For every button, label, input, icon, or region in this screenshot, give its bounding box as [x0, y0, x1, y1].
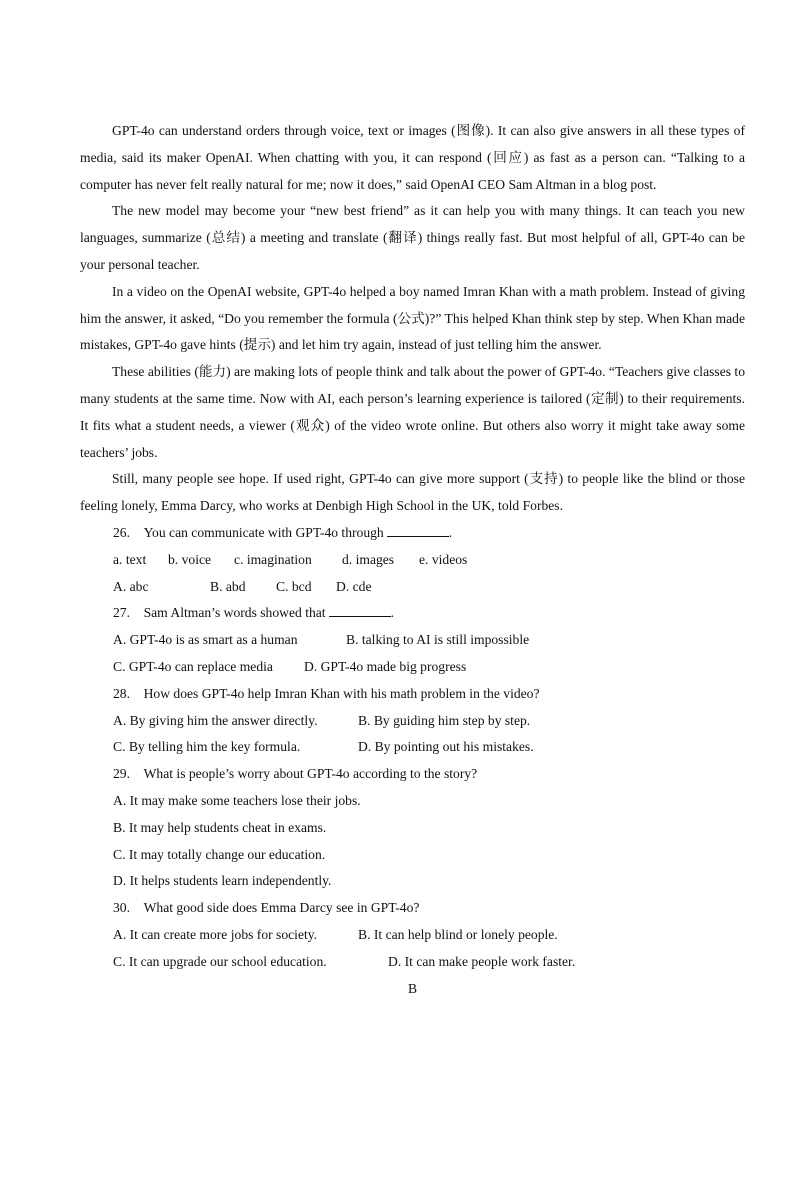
- question-29-option-c: C. It may totally change our education.: [113, 846, 326, 862]
- question-29-option-d: D. It helps students learn independently.: [113, 873, 332, 889]
- passage-paragraph-3: In a video on the OpenAI website, GPT-4o helped a boy named Imran Khan with a math problem. Instead of giving him the answer, it asked, “Do you remember the formula (公式)?” This helped Khan think step by step. When Khan made mistakes, GPT-4o gave hints (提示) and let him try again, instead of just telling him the answer.: [80, 283, 745, 353]
- option-b: B. It can help blind or lonely people.: [358, 926, 558, 942]
- option-b: B. By guiding him step by step.: [358, 712, 531, 728]
- question-28-options-row-1: [80, 708, 745, 735]
- question-30-options-row-1: [80, 922, 745, 949]
- option-c: C. It can upgrade our school education.: [113, 953, 327, 969]
- option-d: D. By pointing out his mistakes.: [358, 739, 534, 755]
- passage-paragraph-5: Still, many people see hope. If used right, GPT-4o can give more support (支持) to people like the blind or those feeling lonely, Emma Darcy, who works at Denbigh High School in the UK, told Forbes.: [80, 471, 745, 514]
- question-29-option-a: A. It may make some teachers lose their jobs.: [113, 792, 361, 808]
- section-letter: B: [407, 980, 418, 996]
- item-c: c. imagination: [234, 551, 312, 567]
- exam-page: [80, 118, 745, 1002]
- question-27-options-row-1: [80, 627, 745, 654]
- option-c: C. By telling him the key formula.: [113, 739, 301, 755]
- question-30-options-row-2: [80, 949, 745, 976]
- passage-paragraph-2: The new model may become your “new best friend” as it can help you with many things. It can teach you new languages, summarize (总结) a meeting and translate (翻译) things really fast. But most helpful of all, GPT-4o can be your personal teacher.: [80, 203, 745, 272]
- item-a: a. text: [113, 551, 147, 567]
- question-29: 29. What is people’s worry about GPT-4o according to the story?: [113, 766, 478, 782]
- option-d: D. It can make people work faster.: [388, 953, 576, 969]
- option-a: A. It can create more jobs for society.: [113, 926, 318, 942]
- question-30: 30. What good side does Emma Darcy see in GPT-4o?: [113, 900, 420, 916]
- question-27: 27. Sam Altman’s words showed that .: [80, 600, 745, 627]
- answer-blank: [329, 602, 391, 617]
- question-27-stem: 27. Sam Altman’s words showed that: [113, 605, 326, 621]
- option-a: A. GPT-4o is as smart as a human: [113, 632, 298, 648]
- option-c: C. GPT-4o can replace media: [113, 658, 273, 674]
- passage-paragraph-4: These abilities (能力) are making lots of people think and talk about the power of GPT-4o. “Teachers give classes to many students at the same time. Now with AI, each person’s learning experience is tailored (定制) to their requirements. It fits what a student needs, a viewer (观众) of the video wrote online. But others also worry it might take away some teachers’ jobs.: [80, 364, 745, 460]
- option-d: D. GPT-4o made big progress: [304, 658, 467, 674]
- passage-paragraph-1: GPT-4o can understand orders through voice, text or images (图像). It can also give answers in all these types of media, said its maker OpenAI. When chatting with you, it can respond (回应) as fast as a person can. “Talking to a computer has never felt really natural for me; now it does,” said OpenAI CEO Sam Altman in a blog post.: [80, 123, 745, 192]
- question-27-options-row-2: [80, 654, 745, 681]
- option-a: A. abc: [113, 578, 149, 594]
- option-b: B. abd: [210, 578, 246, 594]
- option-a: A. By giving him the answer directly.: [113, 712, 318, 728]
- item-d: d. images: [342, 551, 395, 567]
- question-26: 26. You can communicate with GPT-4o through .: [80, 520, 745, 547]
- question-26-options: [80, 574, 745, 601]
- question-28: 28. How does GPT-4o help Imran Khan with his math problem in the video?: [113, 685, 540, 701]
- question-26-stem: 26. You can communicate with GPT-4o through: [113, 524, 384, 540]
- option-c: C. bcd: [276, 578, 312, 594]
- item-e: e. videos: [419, 551, 468, 567]
- option-d: D. cde: [336, 578, 372, 594]
- question-28-options-row-2: [80, 734, 745, 761]
- question-29-option-b: B. It may help students cheat in exams.: [113, 819, 327, 835]
- item-b: b. voice: [168, 551, 212, 567]
- answer-blank: [387, 522, 449, 537]
- option-b: B. talking to AI is still impossible: [346, 632, 530, 648]
- question-26-items: [80, 547, 745, 574]
